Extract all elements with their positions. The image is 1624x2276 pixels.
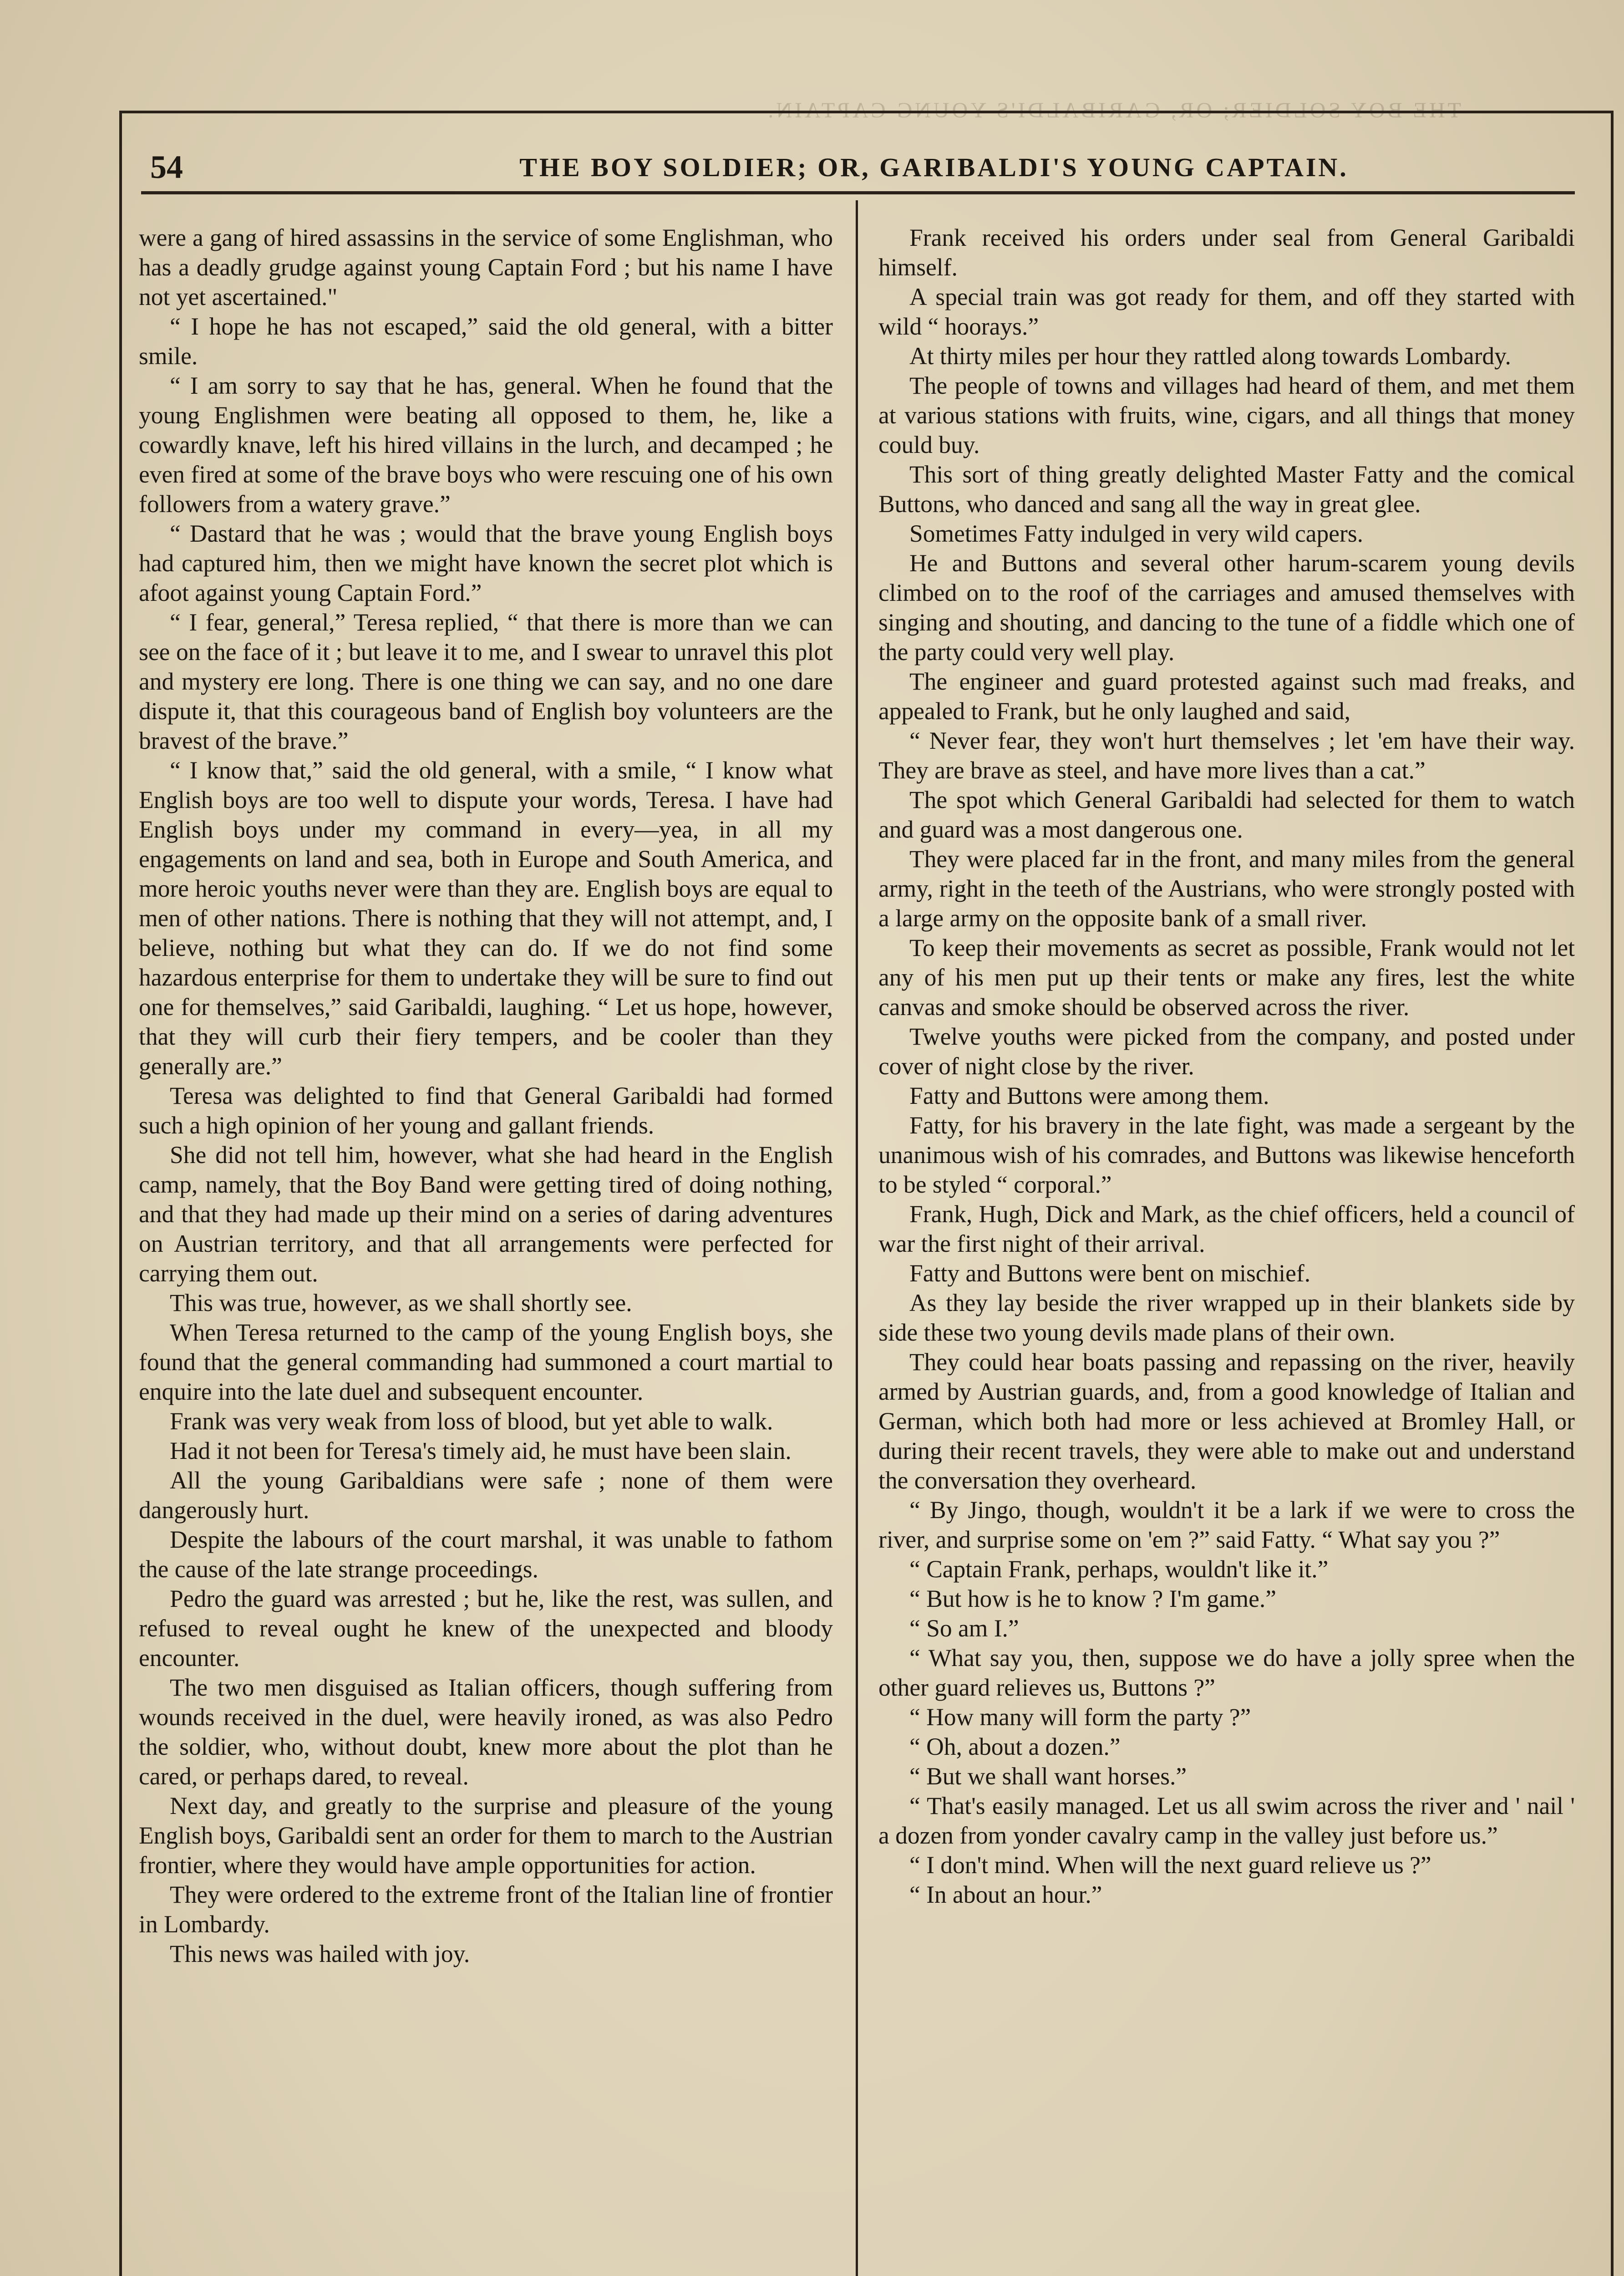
- column-divider: [856, 200, 858, 2276]
- paragraph: “ I don't mind. When will the next guard relieve us ?”: [909, 1851, 1431, 1879]
- paragraph: They were ordered to the extreme front of the Italian line of frontier in Lombardy.: [139, 1881, 833, 1938]
- paragraph: “ What say you, then, suppose we do have a jolly spree when the other guard relieves us, Buttons ?”: [878, 1644, 1575, 1701]
- paragraph: “ Dastard that he was ; would that the brave young English boys had captured him, then we might have known the secret plot which is afoot against young Captain Ford.”: [139, 520, 833, 606]
- bleed-through-text: THE BOY SOLDIER; OR, GARIBALDI'S YOUNG CAPTAIN.: [765, 98, 1461, 122]
- page-header: [119, 141, 1576, 191]
- paragraph: “ But we shall want horses.”: [909, 1763, 1187, 1790]
- paragraph: Fatty, for his bravery in the late fight, was made a sergeant by the unanimous wish of his comrades, and Buttons was likewise henceforth to be styled “ corporal.”: [878, 1112, 1575, 1198]
- paragraph: Frank received his orders under seal from General Garibaldi himself.: [878, 224, 1575, 281]
- page-number: 54: [150, 149, 183, 185]
- paragraph: “ How many will form the party ?”: [909, 1703, 1251, 1731]
- paragraph: “ I know that,” said the old general, with a smile, “ I know what English boys are too well to dispute your words, Teresa. I have had English boys under my command in every—yea, in all my engagements on land and sea, both in Europe and South America, and more heroic youths never were than they are. English boys are equal to men of other nations. There is nothing that they will not attempt, and, I believe, nothing but what they can do. If we do not find some hazardous enterprise for them to undertake they will be sure to find out one for themselves,” said Garibaldi, laughing. “ Let us hope, however, that they will curb their fiery tempers, and be cooler than they generally are.”: [139, 757, 833, 1080]
- paragraph: Frank, Hugh, Dick and Mark, as the chief officers, held a council of war the first night of their arrival.: [878, 1200, 1575, 1257]
- paragraph: They were placed far in the front, and many miles from the general army, right in the teeth of the Austrians, who were strongly posted with a large army on the opposite bank of a small river.: [878, 845, 1575, 932]
- paragraph: Fatty and Buttons were among them.: [909, 1082, 1269, 1109]
- paragraph: “ I fear, general,” Teresa replied, “ that there is more than we can see on the face of it ; but leave it to me, and I swear to unravel this plot and mystery ere long. There is one thing we can say, and no one dare dispute it, that this courageous band of English boy volunteers are the bravest of the brave.”: [139, 609, 833, 754]
- paragraph: Teresa was delighted to find that General Garibaldi had formed such a high opinion of her young and gallant friends.: [139, 1082, 833, 1139]
- paragraph: The two men disguised as Italian officers, though suffering from wounds received in the duel, were heavily ironed, as was also Pedro the soldier, who, without doubt, knew more about the plot than he cared, or perhaps dared, to reveal.: [139, 1674, 833, 1790]
- left-column: [139, 223, 833, 2276]
- paragraph: Frank was very weak from loss of blood, but yet able to walk.: [170, 1407, 773, 1435]
- paragraph: Fatty and Buttons were bent on mischief.: [909, 1260, 1311, 1287]
- paragraph: “ In about an hour.”: [909, 1881, 1102, 1908]
- paragraph: “ But how is he to know ? I'm game.”: [909, 1585, 1277, 1612]
- paragraph: were a gang of hired assassins in the service of some Englishman, who has a deadly grudge against young Captain Ford ; but his name I have not yet ascertained.": [139, 224, 833, 310]
- paragraph: “ I am sorry to say that he has, general. When he found that the young Englishmen were beating all opposed to them, he, like a cowardly knave, left his hired villains in the lurch, and decamped ; he even fired at some of the brave boys who were rescuing one of his own followers from a watery grave.”: [139, 372, 833, 518]
- header-rule: [141, 191, 1575, 194]
- paragraph: “ Oh, about a dozen.”: [909, 1733, 1121, 1760]
- paragraph: The people of towns and villages had heard of them, and met them at various stations with fruits, wine, cigars, and all things that money could buy.: [878, 372, 1575, 458]
- paragraph: “ By Jingo, though, wouldn't it be a lark if we were to cross the river, and surprise some on 'em ?” said Fatty. “ What say you ?”: [878, 1496, 1575, 1553]
- paragraph: “ I hope he has not escaped,” said the old general, with a bitter smile.: [139, 313, 833, 370]
- paragraph: This was true, however, as we shall shortly see.: [170, 1289, 632, 1316]
- paragraph: He and Buttons and several other harum-scarem young devils climbed on to the roof of the carriages and amused themselves with singing and shouting, and dancing to the tune of a fiddle which one of the party could very well play.: [878, 549, 1575, 666]
- paragraph: To keep their movements as secret as possible, Frank would not let any of his men put up their tents or make any fires, lest the white canvas and smoke should be observed across the river.: [878, 934, 1575, 1021]
- paragraph: As they lay beside the river wrapped up in their blankets side by side these two young devils made plans of their own.: [878, 1289, 1575, 1346]
- paragraph: The spot which General Garibaldi had selected for them to watch and guard was a most dangerous one.: [878, 786, 1575, 843]
- paragraph: “ That's easily managed. Let us all swim across the river and ' nail ' a dozen from yonder cavalry camp in the valley just before us.”: [878, 1792, 1575, 1849]
- running-title: THE BOY SOLDIER; OR, GARIBALDI'S YOUNG CAPTAIN.: [519, 152, 1349, 182]
- paragraph: She did not tell him, however, what she had heard in the English camp, namely, that the Boy Band were getting tired of doing nothing, and that they had made up their mind on a series of daring adventures on Austrian territory, and that all arrangements were perfected for carrying them out.: [139, 1141, 833, 1287]
- paragraph: Next day, and greatly to the surprise and pleasure of the young English boys, Garibaldi sent an order for them to march to the Austrian frontier, where they would have ample opportunities for action.: [139, 1792, 833, 1879]
- paragraph: A special train was got ready for them, and off they started with wild “ hoorays.”: [878, 283, 1575, 340]
- paragraph: When Teresa returned to the camp of the young English boys, she found that the general commanding had summoned a court martial to enquire into the late duel and subsequent encounter.: [139, 1319, 833, 1405]
- paragraph: This sort of thing greatly delighted Master Fatty and the comical Buttons, who danced and sang all the way in great glee.: [878, 461, 1575, 518]
- paragraph: “ So am I.”: [909, 1615, 1019, 1642]
- paragraph: Had it not been for Teresa's timely aid, he must have been slain.: [170, 1437, 792, 1464]
- paragraph: “ Captain Frank, perhaps, wouldn't like it.”: [909, 1555, 1329, 1583]
- paragraph: All the young Garibaldians were safe ; none of them were dangerously hurt.: [139, 1467, 833, 1524]
- paragraph: They could hear boats passing and repassing on the river, heavily armed by Austrian guards, and, from a good knowledge of Italian and German, which both had more or less achieved at Bromley Hall, or during their recent travels, they were able to make out and understand the conversation they overheard.: [878, 1348, 1575, 1494]
- paragraph: Despite the labours of the court marshal, it was unable to fathom the cause of the late strange proceedings.: [139, 1526, 833, 1583]
- paragraph: This news was hailed with joy.: [170, 1940, 470, 1967]
- paragraph: At thirty miles per hour they rattled along towards Lombardy.: [909, 342, 1511, 370]
- right-column: [878, 223, 1575, 2276]
- paragraph: Twelve youths were picked from the company, and posted under cover of night close by the river.: [878, 1023, 1575, 1080]
- paragraph: “ Never fear, they won't hurt themselves ; let 'em have their way. They are brave as steel, and have more lives than a cat.”: [878, 727, 1575, 784]
- paragraph: Sometimes Fatty indulged in very wild capers.: [909, 520, 1364, 547]
- paragraph: The engineer and guard protested against such mad freaks, and appealed to Frank, but he only laughed and said,: [878, 668, 1575, 725]
- paragraph: Pedro the guard was arrested ; but he, like the rest, was sullen, and refused to reveal ought he knew of the unexpected and bloody encounter.: [139, 1585, 833, 1671]
